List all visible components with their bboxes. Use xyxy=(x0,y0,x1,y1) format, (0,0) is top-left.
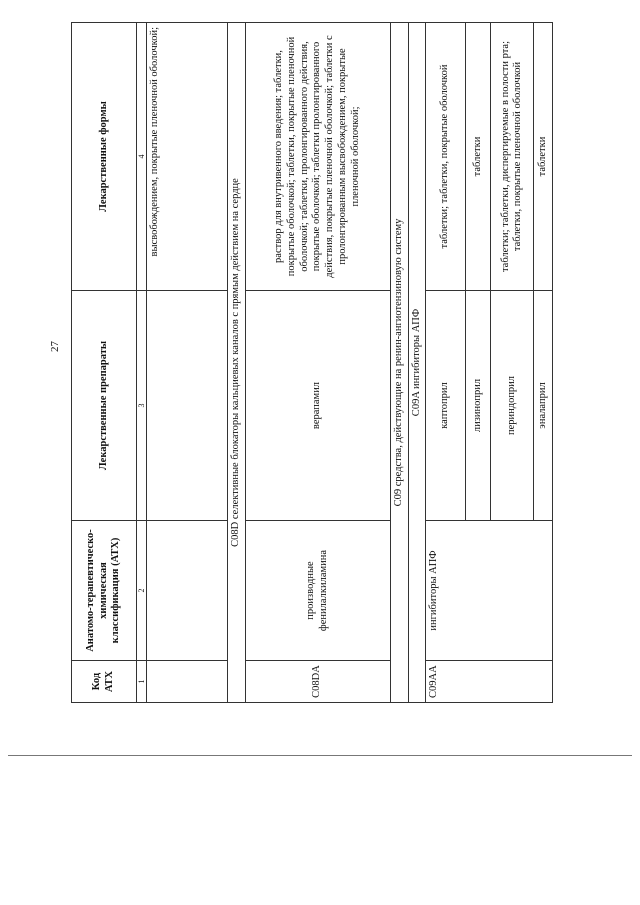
drug-cell: периндоприл xyxy=(491,291,534,521)
drug-cell: верапамил xyxy=(245,291,390,521)
continuation-row xyxy=(147,23,228,703)
column-number-row xyxy=(137,23,147,703)
column-number: 2 xyxy=(137,521,147,661)
code-cell: C08DA xyxy=(245,661,390,703)
header-drugs: Лекарственные препараты xyxy=(72,291,137,521)
column-number: 3 xyxy=(137,291,147,521)
header-code: Код АТХ xyxy=(72,661,137,703)
c09aa-row-1 xyxy=(426,23,466,703)
forms-cell: раствор для внутривенного введения; таблетки, покрытые оболочкой; таблетки, покрытые пленочной оболочкой; таблетки, пролонгированного действия, покрытые оболочкой; таблетки пролонгированного действия, покрытые пленочной оболочкой; таблетки с пролонгированным высвобождением, покрытые пленочной оболочкой; xyxy=(245,23,390,291)
section-c08d: C08D селективные блокаторы кальциевых каналов с прямым действием на сердце xyxy=(228,23,246,703)
header-row xyxy=(72,23,137,703)
page-divider xyxy=(8,755,632,756)
section-row-c08d xyxy=(228,23,246,703)
forms-cell: таблетки xyxy=(534,23,553,291)
c08da-row xyxy=(245,23,390,703)
header-forms: Лекарственные формы xyxy=(72,23,137,291)
drug-cell: каптоприл xyxy=(426,291,466,521)
rotated-page-content xyxy=(71,23,548,703)
page-number: 27 xyxy=(49,341,61,352)
drug-table xyxy=(71,22,553,703)
forms-cell: таблетки xyxy=(466,23,491,291)
header-atc: Анатомо-терапевтическо-химическая классификация (АТХ) xyxy=(72,521,137,661)
section-c09a: C09A ингибиторы АПФ xyxy=(408,23,426,703)
drug-cell: эналаприл xyxy=(534,291,553,521)
continuation-forms: высвобождением, покрытые пленочной оболочкой; xyxy=(147,23,228,291)
atc-cell: ингибиторы АПФ xyxy=(426,521,553,661)
atc-cell: производные фенилалкиламина xyxy=(245,521,390,661)
section-row-c09 xyxy=(390,23,408,703)
section-c09: C09 средства, действующие на ренин-ангиотензиновую систему xyxy=(390,23,408,703)
section-row-c09a xyxy=(408,23,426,703)
column-number: 4 xyxy=(137,23,147,291)
code-cell: C09AA xyxy=(426,661,553,703)
forms-cell: таблетки; таблетки, покрытые оболочкой xyxy=(426,23,466,291)
forms-cell: таблетки; таблетки, диспергируемые в полости рта; таблетки, покрытые пленочной оболочкой xyxy=(491,23,534,291)
column-number: 1 xyxy=(137,661,147,703)
drug-cell: лизиноприл xyxy=(466,291,491,521)
